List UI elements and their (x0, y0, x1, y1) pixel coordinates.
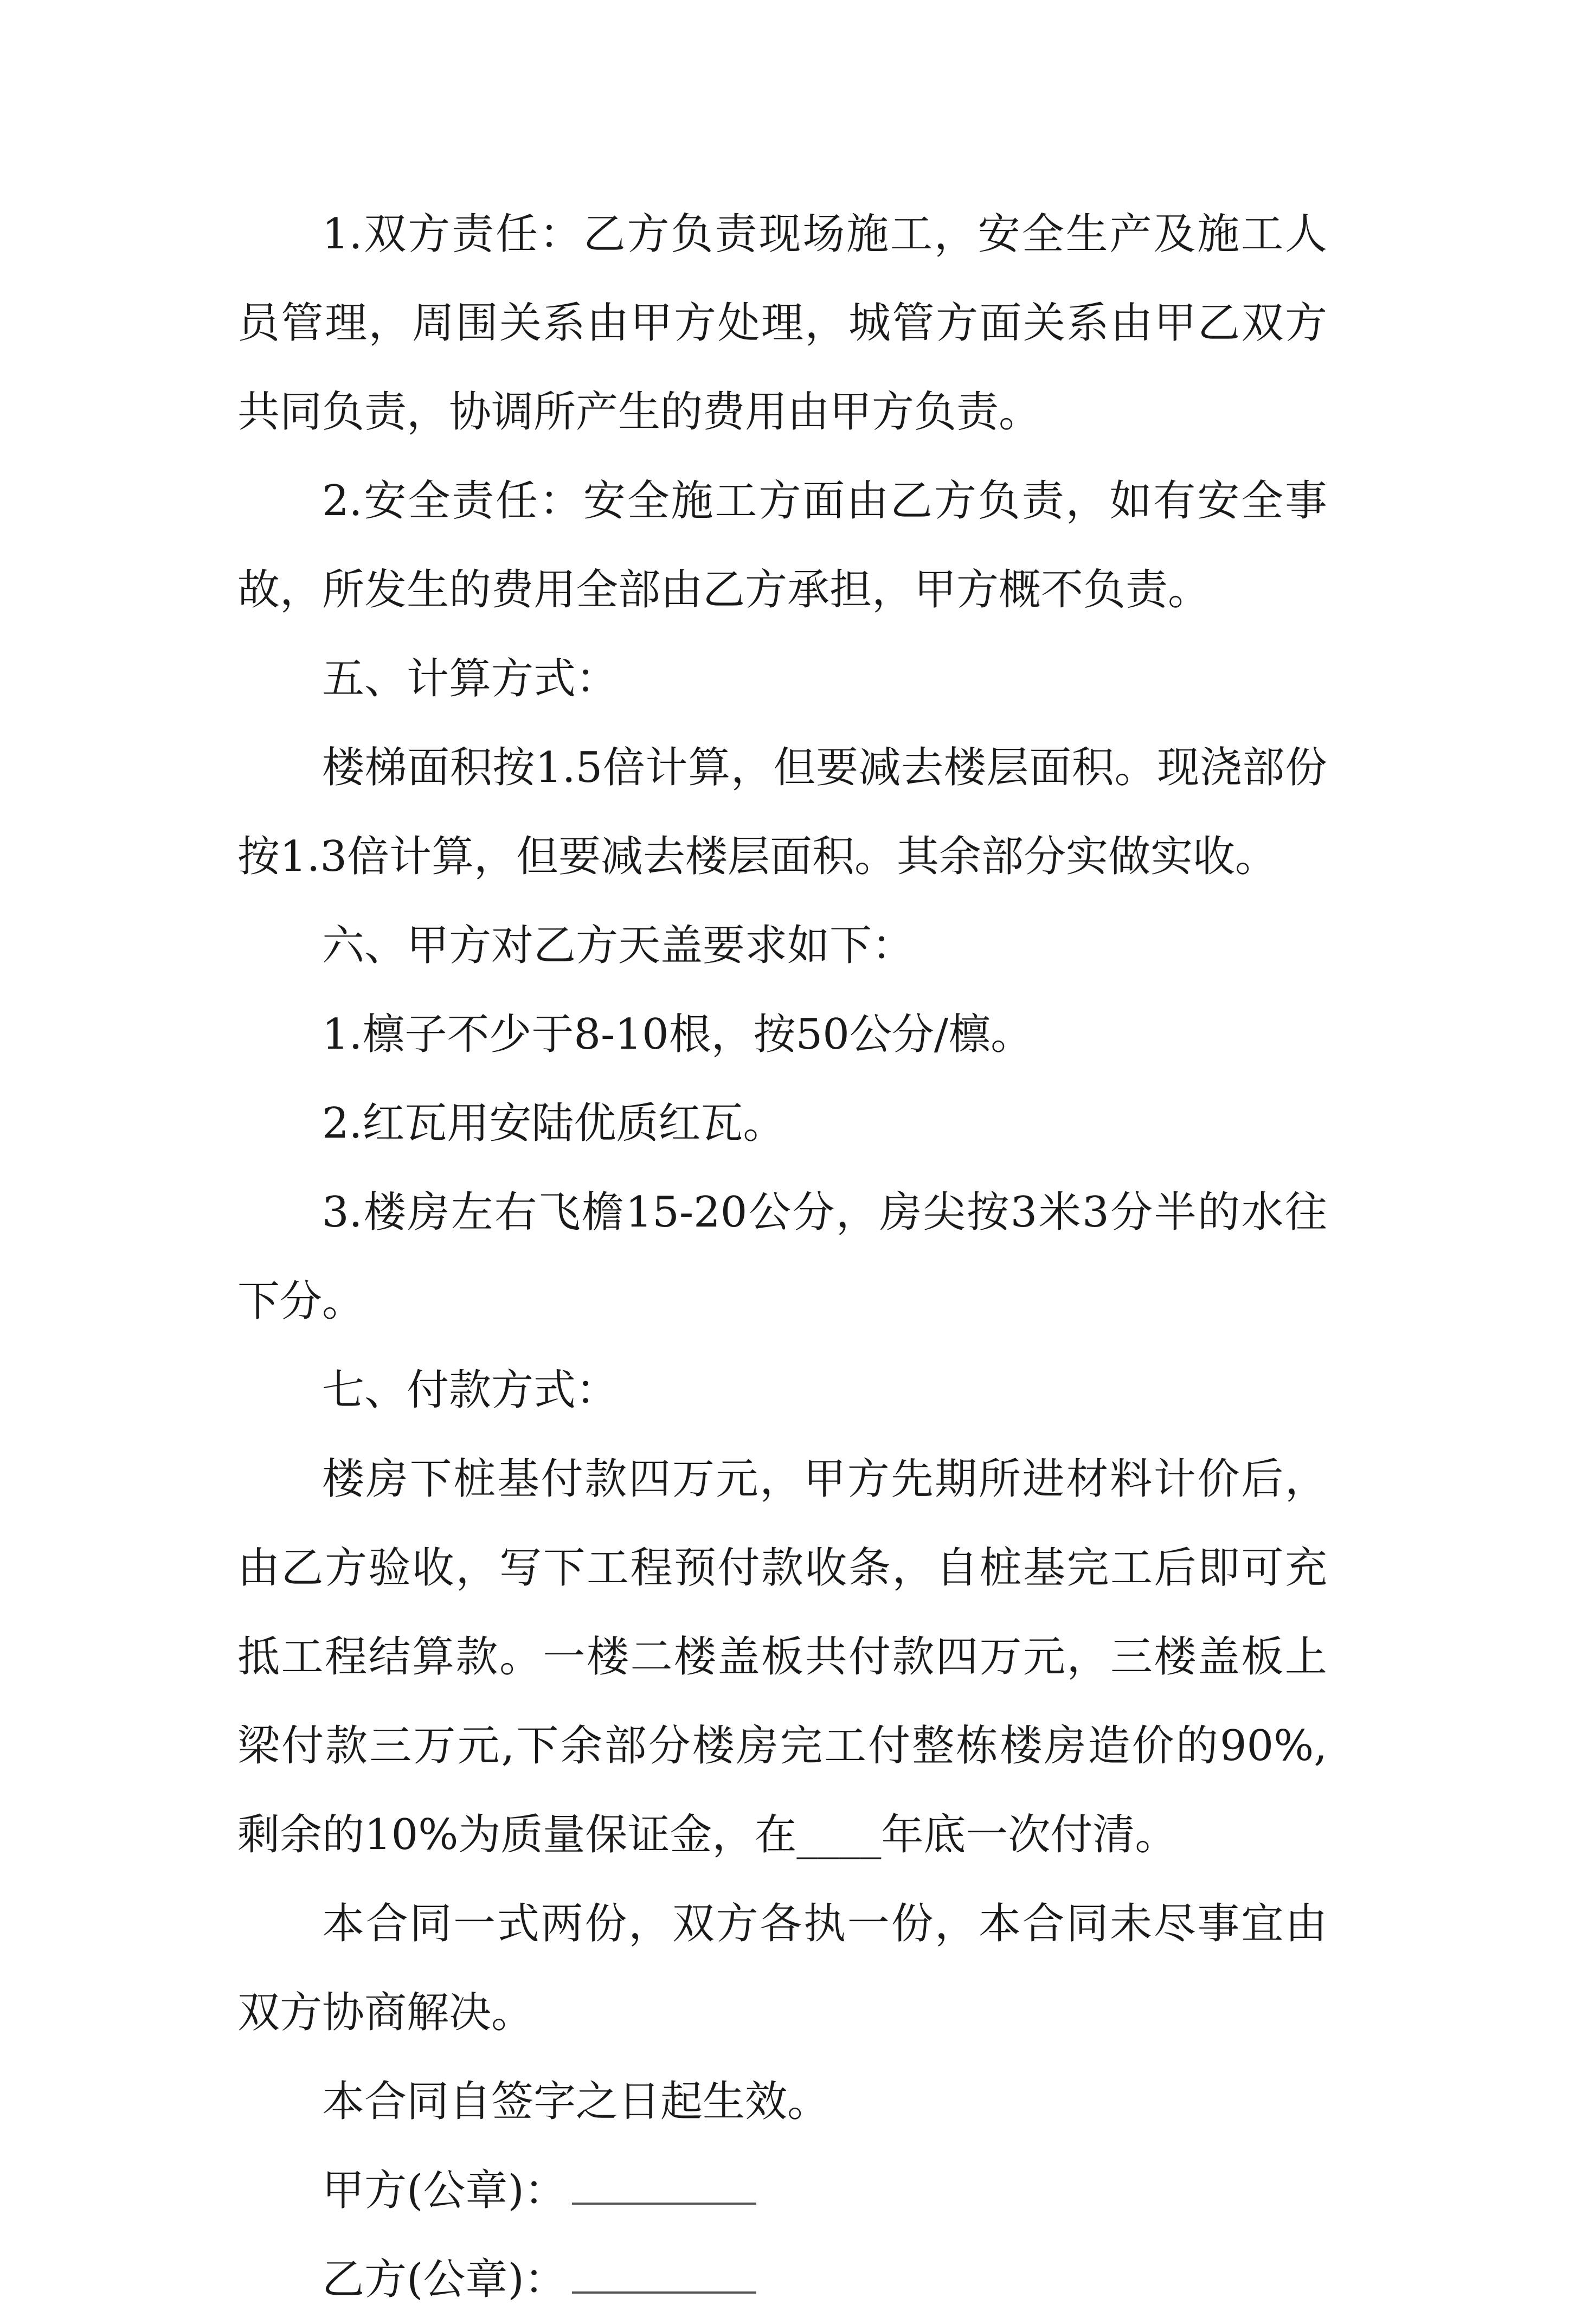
section-heading-calculation: 五、计算方式： (322, 654, 619, 703)
party-b-signature-blank (572, 2254, 756, 2294)
party-b-signature-line (237, 2235, 1327, 2324)
section-heading-roof-requirements: 六、甲方对乙方天盖要求如下： (322, 921, 915, 970)
party-a-signature-blank (572, 2165, 756, 2205)
section-heading-payment: 七、付款方式： (322, 1366, 619, 1415)
party-b-label: 乙方(公章)： (322, 2255, 567, 2304)
clause-effective-date: 本合同自签字之日起生效。 (322, 2077, 830, 2126)
clause-mutual-responsibility: 1.双方责任：乙方负责现场施工，安全生产及施工人员管理，周围关系由甲方处理，城管方面关系由甲乙双方共同负责，协调所产生的费用由甲方负责。 (237, 210, 1327, 436)
clause-purlins: 1.檩子不少于8-10根，按50公分/檩。 (322, 1010, 1033, 1059)
party-a-signature-line (237, 2146, 1327, 2235)
clause-red-tiles: 2.红瓦用安陆优质红瓦。 (322, 1099, 786, 1148)
contract-body (237, 190, 1327, 2324)
clause-calculation-method: 楼梯面积按1.5倍计算，但要减去楼层面积。现浇部份按1.3倍计算，但要减去楼层面积。其余部分实做实收。 (237, 743, 1327, 881)
clause-payment-terms: 楼房下桩基付款四万元，甲方先期所进材料计价后，由乙方验收，写下工程预付款收条，自桩基完工后即可充抵工程结算款。一楼二楼盖板共付款四万元，三楼盖板上梁付款三万元,下余部分楼房完工付整栋楼房造价的90%,剩余的10%为质量保证金，在____年底一次付清。 (237, 1455, 1327, 1859)
party-a-label: 甲方(公章)： (322, 2166, 567, 2215)
clause-eaves: 3.楼房左右飞檐15-20公分，房尖按3米3分半的水往下分。 (237, 1188, 1327, 1326)
clause-copies: 本合同一式两份，双方各执一份，本合同未尽事宜由双方协商解决。 (237, 1899, 1327, 2037)
clause-safety-responsibility: 2.安全责任：安全施工方面由乙方负责，如有安全事故，所发生的费用全部由乙方承担，甲方概不负责。 (237, 477, 1327, 614)
